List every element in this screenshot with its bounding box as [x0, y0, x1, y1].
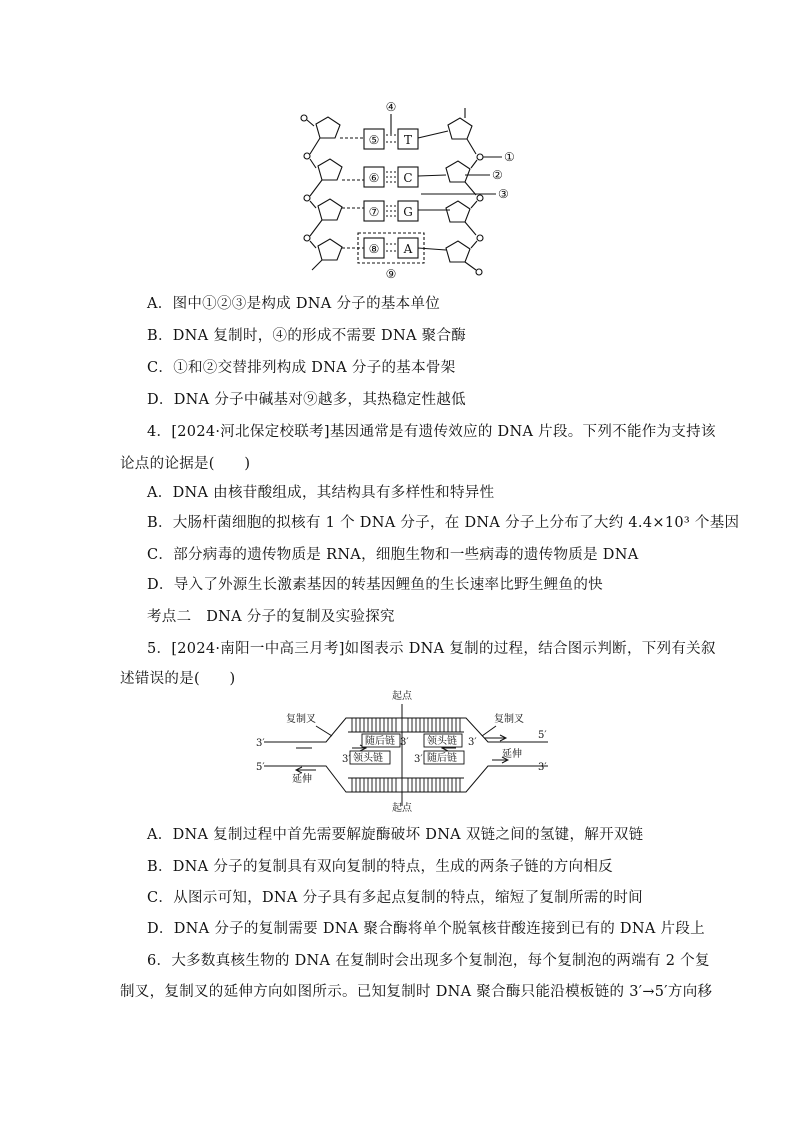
left-backbone: [301, 115, 342, 270]
box-label-7: ⑦: [368, 205, 380, 219]
label-3: ③: [498, 187, 509, 201]
label-2: ②: [492, 168, 503, 182]
section-title: 考点二 DNA 分子的复制及实验探究: [147, 609, 395, 625]
right-backbone: [446, 108, 483, 275]
q4-stem-line2: 论点的论据是( ): [120, 456, 251, 472]
q5-stem-line1: 5．[2024·南阳一中高三月考]如图表示 DNA 复制的过程，结合图示判断，下列有关叙: [147, 641, 716, 657]
origin-top-label: 起点: [392, 691, 412, 702]
q5-option-a: A．DNA 复制过程中首先需要解旋酶破坏 DNA 双链之间的氢键，解开双链: [147, 827, 644, 843]
end-3-left-top: 3′: [256, 738, 265, 749]
q5-option-c: C．从图示可知，DNA 分子具有多起点复制的特点，缩短了复制所需的时间: [147, 890, 643, 906]
base-g: G: [403, 205, 413, 219]
end-5-left-bottom: 5′: [256, 762, 265, 773]
fork-left-label: 复制叉: [286, 714, 316, 725]
extend-left-label: 延伸: [292, 774, 312, 785]
dna-structure-figure: [290, 98, 530, 280]
box-label-5: ⑤: [368, 133, 380, 147]
label-4: ④: [385, 100, 397, 114]
leading-bottom-label: 领头链: [353, 753, 383, 764]
q5-stem-line2: 述错误的是( ): [120, 671, 236, 687]
extend-right-label: 延伸: [502, 749, 522, 760]
q5-option-b: B．DNA 分子的复制具有双向复制的特点，生成的两条子链的方向相反: [147, 859, 613, 875]
q6-line1: 6．大多数真核生物的 DNA 在复制时会出现多个复制泡，每个复制泡的两端有 2 个复: [147, 953, 710, 969]
q4-option-a: A．DNA 由核苷酸组成，其结构具有多样性和特异性: [147, 485, 495, 501]
box-label-6: ⑥: [368, 171, 380, 185]
base-a: A: [403, 242, 413, 256]
lagging-top-label: 随后链: [365, 736, 395, 747]
q3-option-c: C．①和②交替排列构成 DNA 分子的基本骨架: [147, 360, 456, 376]
leading-top-label: 领头链: [427, 736, 457, 747]
q5-option-d: D．DNA 分子的复制需要 DNA 聚合酶将单个脱氧核苷酸连接到已有的 DNA 片段上: [147, 921, 705, 937]
q3-option-b: B．DNA 复制时，④的形成不需要 DNA 聚合酶: [147, 328, 467, 344]
label-9: ⑨: [385, 267, 397, 280]
label-1: ①: [504, 150, 515, 164]
q4-stem-line1: 4．[2024·河北保定校联考]基因通常是有遗传效应的 DNA 片段。下列不能作为支持该: [147, 424, 716, 440]
inner-3-d: 3′: [414, 754, 423, 765]
q4-option-b: B．大肠杆菌细胞的拟核有 1 个 DNA 分子，在 DNA 分子上分布了大约 4.4×10³ 个基因: [147, 515, 740, 531]
dna-replication-figure: [256, 688, 556, 812]
q4-option-c: C．部分病毒的遗传物质是 RNA，细胞生物和一些病毒的遗传物质是 DNA: [147, 547, 639, 563]
inner-3-c: 3′: [342, 754, 351, 765]
inner-3-b: 3′: [468, 737, 477, 748]
lagging-bottom-label: 随后链: [427, 753, 457, 764]
q4-option-d: D．导入了外源生长激素基因的转基因鲤鱼的生长速率比野生鲤鱼的快: [147, 577, 603, 593]
base-t: T: [403, 133, 413, 147]
end-3-right-bottom: 3′: [538, 762, 547, 773]
origin-bottom-label: 起点: [392, 803, 412, 812]
q3-option-a: A．图中①②③是构成 DNA 分子的基本单位: [147, 296, 441, 312]
q3-option-d: D．DNA 分子中碱基对⑨越多，其热稳定性越低: [147, 392, 466, 408]
fork-right-label: 复制叉: [494, 714, 524, 725]
inner-3-a: 3′: [400, 737, 409, 748]
q6-line2: 制叉，复制叉的延伸方向如图所示。已知复制时 DNA 聚合酶只能沿模板链的 3′→5′方向移: [120, 984, 713, 1000]
base-c: C: [403, 171, 413, 185]
box-label-8: ⑧: [368, 242, 380, 256]
end-5-right-top: 5′: [538, 730, 547, 741]
